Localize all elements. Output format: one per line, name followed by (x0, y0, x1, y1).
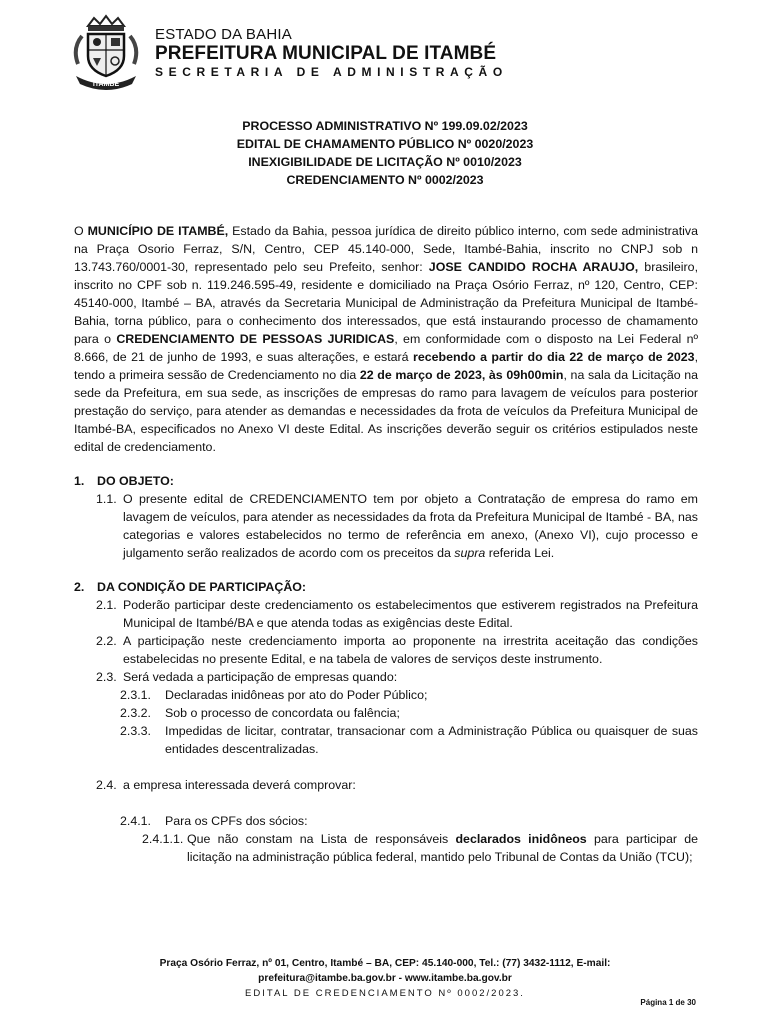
intro-text-3: brasileiro, inscrito no CPF sob n. 119.246.595-49, residente e domiciliado na Praça Osório Ferraz, nº 120, Centro, CEP: 45140-000, Itambé – BA, através da Secretaria Municipal de Administração da Prefeitura Municipal de Itambé-Bahia, torna público, para o conhecimento dos interessados, que está instaurando processo de chamamento para o (74, 260, 699, 346)
intro-text-4: , em conformidade com o disposto na Lei Federal nº 8.666, de 21 de junho de 1993, e suas alterações, e estará (74, 332, 698, 364)
coat-of-arms-icon (66, 12, 146, 92)
title-credenciamento: CREDENCIAMENTO Nº 0002/2023 (286, 173, 484, 187)
title-processo: PROCESSO ADMINISTRATIVO Nº 199.09.02/2023 (242, 119, 528, 133)
clause-text-end: para participar de licitação na administração pública federal, mantido pelo Tribunal de Contas da União (TCU); (187, 832, 699, 864)
clause-2-1 (96, 596, 698, 632)
clause-2-4-1 (120, 812, 698, 830)
section-title: DO OBJETO: (97, 474, 174, 488)
section-2-heading (74, 578, 698, 596)
clause-bold: declarados inidôneos (455, 832, 587, 846)
clause-text: O presente edital de CREDENCIAMENTO tem por objeto a Contratação de empresa do ramo em lavagem de veículos, para atender as necessidades da frota da Prefeitura Municipal de Itambé - BA, nas categorias e valores estabelecidos no termo de referência em anexo, (Anexo VI), cujo processo e julgamento serão realizados de acordo com os preceitos da (123, 492, 698, 560)
prefeitura-name: PREFEITURA MUNICIPAL DE ITAMBÉ (155, 43, 497, 64)
intro-bold-credenciamento: CREDENCIAMENTO DE PESSOAS JURIDICAS (116, 332, 395, 346)
clause-2-3-1 (120, 686, 698, 704)
clause-number: 2.4.1.1. (142, 832, 184, 846)
clause-number: 1.1. (96, 492, 117, 506)
clause-italic: supra (454, 546, 486, 560)
clause-text: Sob o processo de concordata ou falência; (165, 706, 400, 720)
intro-bold-sessao: 22 de março de 2023, às 09h00min (359, 368, 564, 382)
intro-paragraph (74, 222, 698, 456)
clause-text: Impedidas de licitar, contratar, transacionar com a Administração Pública ou quaisquer de suas entidades descentralizadas. (165, 724, 698, 756)
clause-2-3-3 (120, 722, 698, 758)
clause-number: 2.3.3. (120, 724, 152, 738)
title-edital: EDITAL DE CHAMAMENTO PÚBLICO Nº 0020/2023 (236, 137, 534, 151)
clause-text-end: referida Lei. (485, 546, 555, 560)
clause-number: 2.1. (96, 598, 117, 612)
document-body (74, 222, 698, 866)
state-name: ESTADO DA BAHIA (155, 26, 292, 43)
footer-edital: EDITAL DE CREDENCIAMENTO Nº 0002/2023. (245, 988, 525, 999)
clause-number: 2.3. (96, 670, 117, 684)
section-number: 1. (74, 474, 85, 488)
clause-number: 2.3.2. (120, 706, 152, 720)
svg-text:ITAMBÉ: ITAMBÉ (92, 81, 120, 88)
clause-text: Declaradas inidôneas por ato do Poder Público; (165, 688, 428, 702)
clause-number: 2.3.1. (120, 688, 152, 702)
intro-text-2: Estado da Bahia, pessoa jurídica de direito público interno, com sede administrativa na Praça Osorio Ferraz, S/N, Centro, CEP 45.140-000, Sede, Itambé-Bahia, inscrito no CNPJ sob n 13.743.760/0001-30, representado pelo seu Prefeito, senhor: (74, 224, 698, 274)
section-1-heading (74, 472, 698, 490)
intro-text-5: , tendo a primeira sessão de Credenciamento no dia (74, 350, 699, 382)
clause-2-2 (96, 632, 698, 668)
clause-2-4-1-1 (142, 830, 698, 866)
intro-text-6: , na sala da Licitação na sede da Prefeitura, em sua sede, as inscrições de empresas do ramo para lavagem de veículos para posterior prestação do serviço, para atender as demandas e necessidades da frota de veículos da Prefeitura Municipal de Itambé-BA, especificados no Anexo VI deste Edital. As inscrições deverão seguir os critérios estipulados neste edital de credenciamento. (74, 368, 699, 454)
footer-address: Praça Osório Ferraz, nº 01, Centro, Itambé – BA, CEP: 45.140-000, Tel.: (77) 3432-1112, E-mail: (159, 958, 611, 969)
intro-bold-recebendo: recebendo a partir do dia 22 de março de 2023 (413, 350, 695, 364)
clause-1-1 (96, 490, 698, 562)
title-block (0, 117, 770, 189)
clause-text: A participação neste credenciamento importa ao proponente na irrestrita aceitação das condições estabelecidas no presente Edital, e na tabela de valores de serviços deste instrumento. (123, 634, 698, 666)
page-number: Página 1 de 30 (640, 998, 696, 1007)
clause-number: 2.4. (96, 778, 117, 792)
footer-contact: prefeitura@itambe.ba.gov.br - www.itambe.ba.gov.br (258, 973, 512, 984)
clause-2-4 (96, 776, 698, 794)
intro-bold-municipio: MUNICÍPIO DE ITAMBÉ, (87, 224, 229, 238)
spacer (74, 794, 698, 812)
clause-2-3-2 (120, 704, 698, 722)
section-title: DA CONDIÇÃO DE PARTICIPAÇÃO: (97, 580, 307, 594)
clause-number: 2.4.1. (120, 814, 152, 828)
intro-bold-prefeito: JOSE CANDIDO ROCHA ARAUJO, (428, 260, 639, 274)
clause-text: a empresa interessada deverá comprovar: (123, 778, 356, 792)
secretaria-name: SECRETARIA DE ADMINISTRAÇÃO (155, 65, 508, 79)
clause-2-3 (96, 668, 698, 686)
clause-text: Para os CPFs dos sócios: (165, 814, 308, 828)
clause-number: 2.2. (96, 634, 117, 648)
intro-text-1: O (74, 224, 88, 238)
letterhead (155, 26, 508, 80)
section-number: 2. (74, 580, 85, 594)
title-inexigibilidade: INEXIGIBILIDADE DE LICITAÇÃO Nº 0010/2023 (248, 155, 522, 169)
spacer (74, 758, 698, 776)
page-footer (0, 956, 770, 1001)
clause-text: Poderão participar deste credenciamento os estabelecimentos que estiverem registrados na Prefeitura Municipal de Itambé/BA e que atenda todas as exigências deste Edital. (123, 598, 698, 630)
clause-text: Que não constam na Lista de responsáveis (187, 832, 456, 846)
clause-text: Será vedada a participação de empresas quando: (123, 670, 398, 684)
